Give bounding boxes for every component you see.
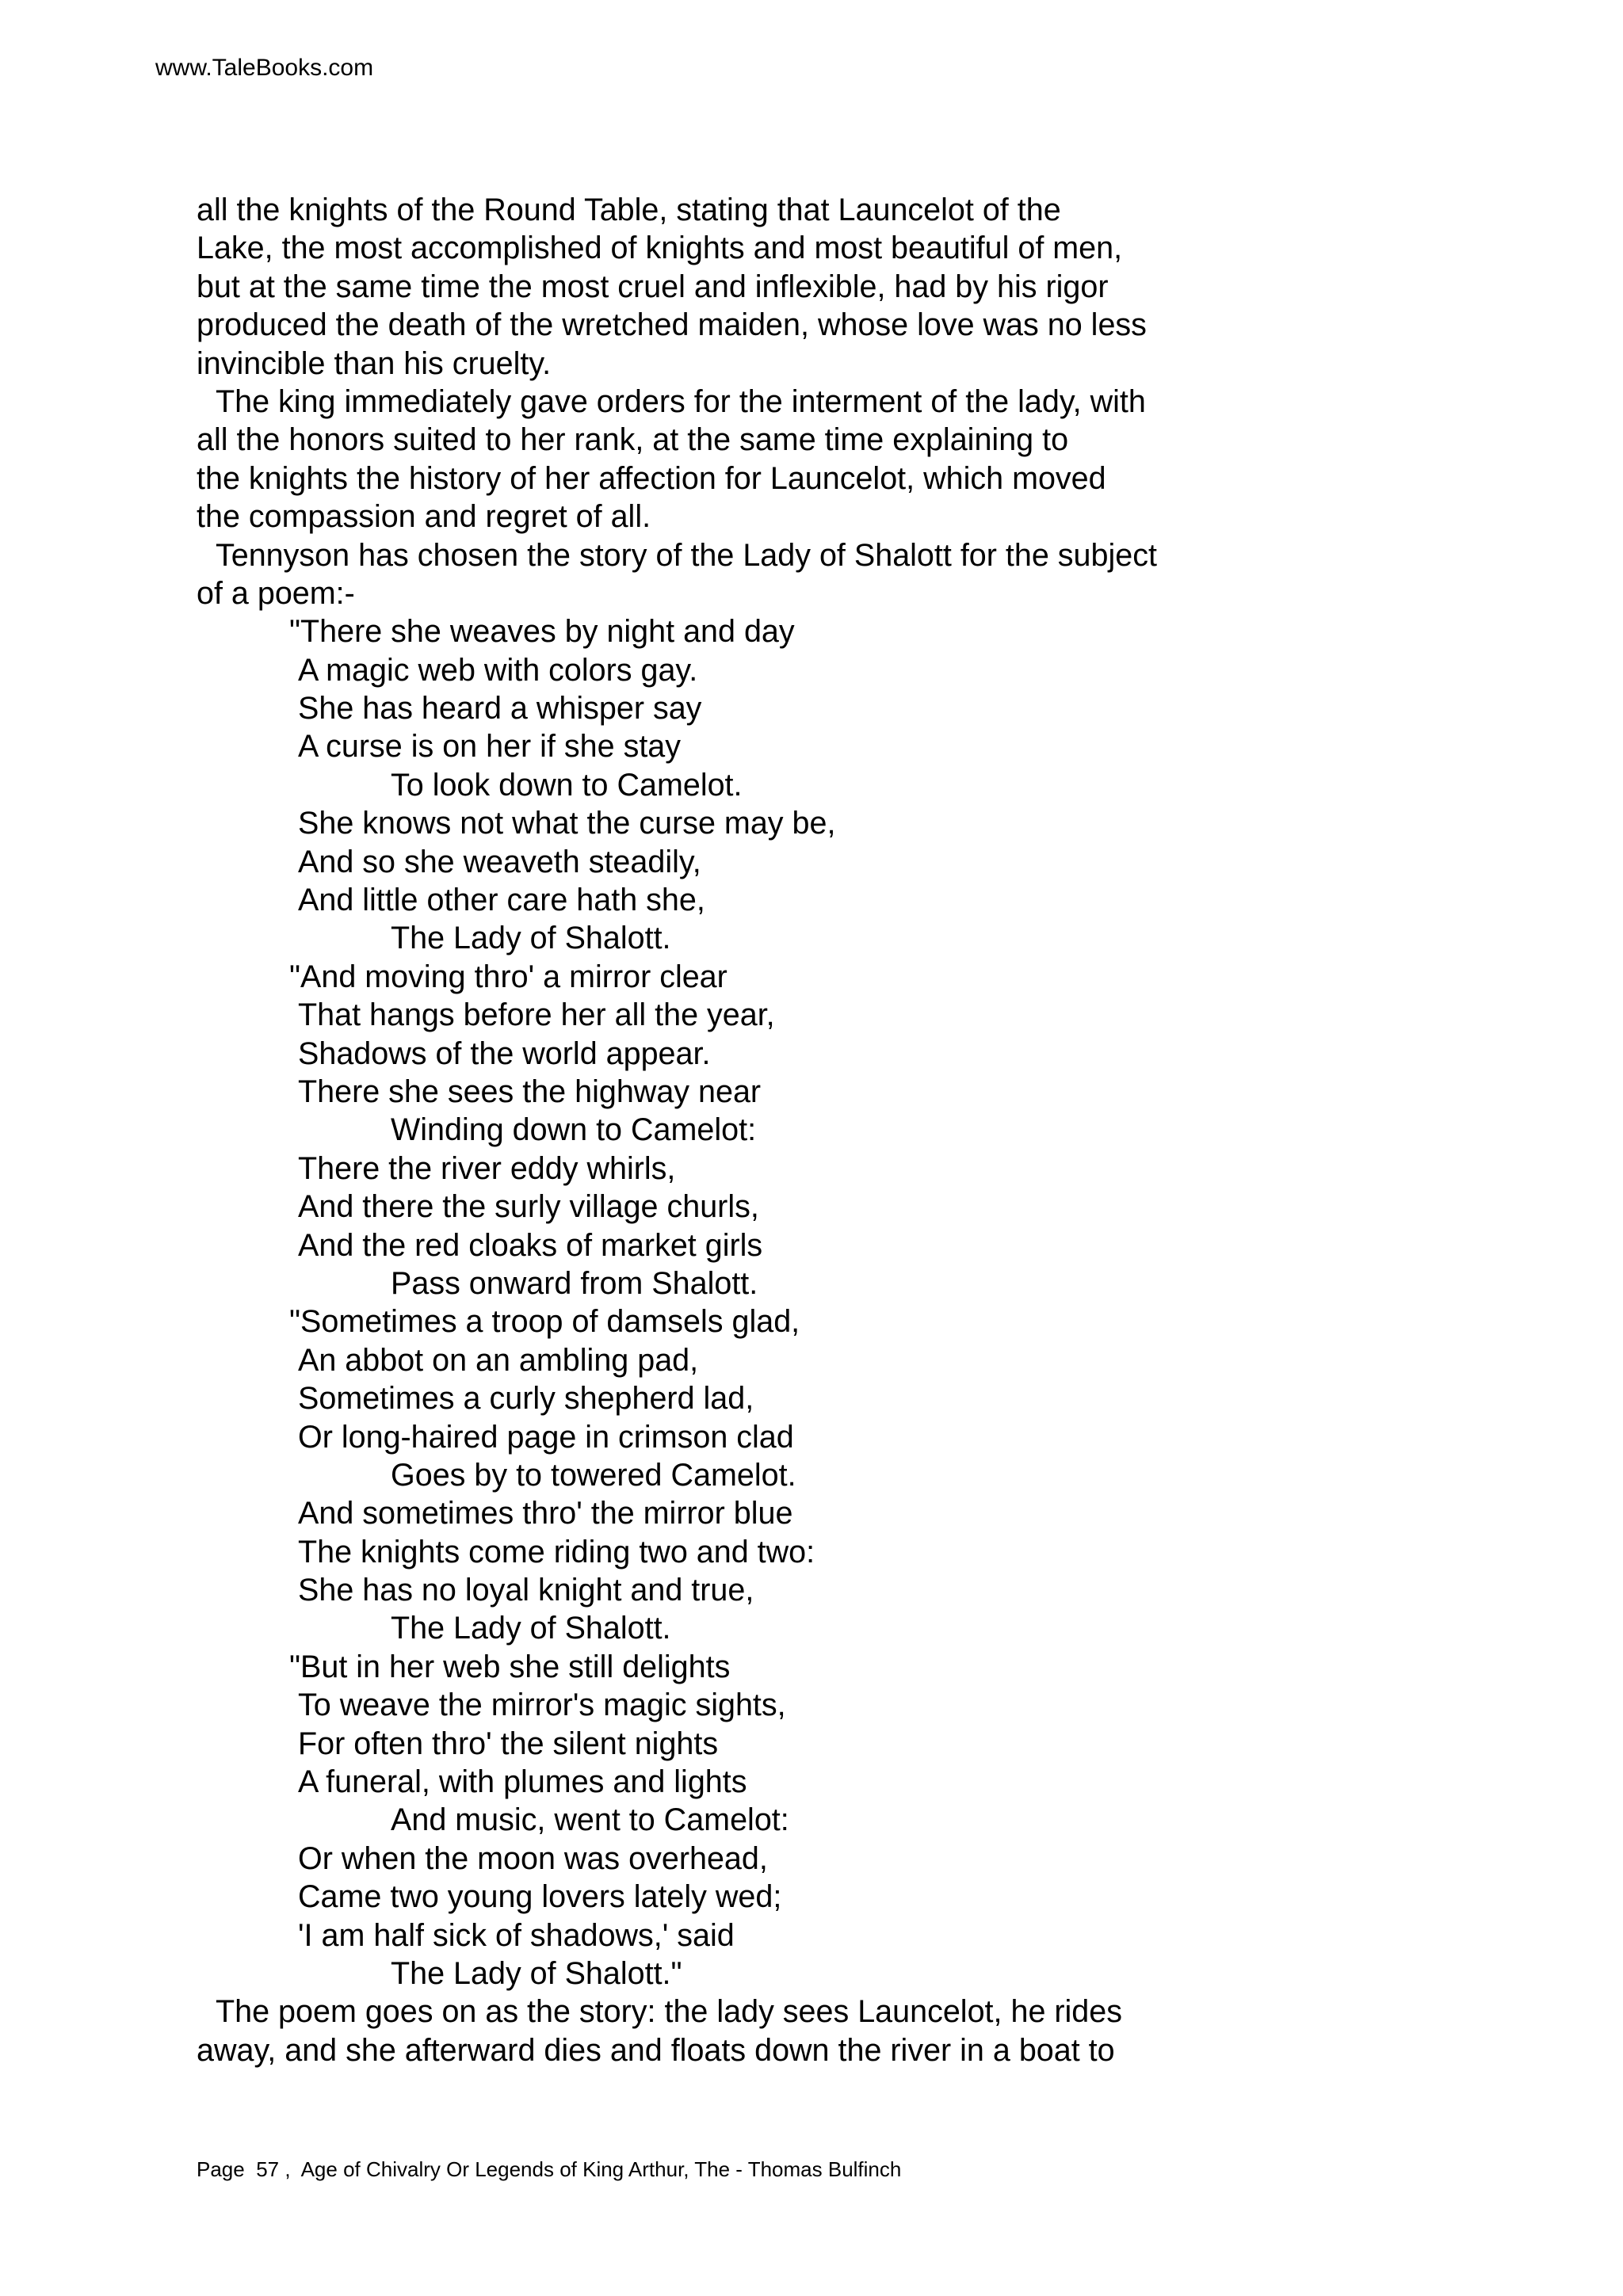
verse-line: Shadows of the world appear. — [298, 1035, 711, 1071]
verse-line: And there the surly village churls, — [298, 1189, 759, 1225]
verse-line: Winding down to Camelot: — [391, 1112, 757, 1148]
verse-line: The Lady of Shalott." — [391, 1955, 682, 1991]
verse-line: And music, went to Camelot: — [391, 1802, 789, 1838]
verse-line: Sometimes a curly shepherd lad, — [298, 1381, 754, 1417]
verse-line: Or when the moon was overhead, — [298, 1840, 768, 1876]
verse-line: And the red cloaks of market girls — [298, 1227, 763, 1263]
prose-line: The poem goes on as the story: the lady sees Launcelot, he rides — [216, 1994, 1122, 2030]
prose-line: Tennyson has chosen the story of the Lady of Shalott for the subject — [216, 537, 1157, 573]
verse-line: And sometimes thro' the mirror blue — [298, 1496, 793, 1531]
prose-line: all the honors suited to her rank, at the same time explaining to — [197, 422, 1069, 458]
prose-line: produced the death of the wretched maiden, whose love was no less — [197, 307, 1147, 343]
body-text — [197, 191, 1465, 2069]
verse-line: Pass onward from Shalott. — [391, 1265, 758, 1301]
footer-sep — [245, 2157, 256, 2181]
verse-line: A funeral, with plumes and lights — [298, 1764, 747, 1800]
prose-line: of a poem:- — [197, 575, 355, 611]
prose-line: the compassion and regret of all. — [197, 499, 651, 535]
verse-line: There the river eddy whirls, — [298, 1150, 676, 1186]
verse-line: And little other care hath she, — [298, 883, 705, 918]
verse-line: A magic web with colors gay. — [298, 652, 698, 688]
site-header: www.TaleBooks.com — [155, 55, 374, 81]
verse-line: The Lady of Shalott. — [391, 1611, 671, 1646]
verse-line: She has heard a whisper say — [298, 691, 702, 727]
verse-line: "Sometimes a troop of damsels glad, — [289, 1304, 800, 1340]
verse-line: The knights come riding two and two: — [298, 1534, 815, 1569]
prose-line: invincible than his cruelty. — [197, 345, 552, 381]
verse-line: Came two young lovers lately wed; — [298, 1879, 782, 1915]
verse-line: She has no loyal knight and true, — [298, 1573, 754, 1608]
footer-page-number: 57 — [256, 2157, 280, 2181]
verse-line: A curse is on her if she stay — [298, 729, 682, 765]
verse-line: The Lady of Shalott. — [391, 921, 671, 956]
prose-line: but at the same time the most cruel and inflexible, had by his rigor — [197, 269, 1109, 304]
verse-line: To weave the mirror's magic sights, — [298, 1688, 786, 1723]
footer-book-title: Age of Chivalry Or Legends of King Arthur, The - Thomas Bulfinch — [300, 2157, 902, 2181]
verse-line: That hangs before her all the year, — [298, 997, 775, 1033]
prose-line: away, and she afterward dies and floats down the river in a boat to — [197, 2032, 1115, 2068]
verse-line: She knows not what the curse may be, — [298, 806, 836, 841]
verse-line: For often thro' the silent nights — [298, 1726, 719, 1761]
verse-line: And so she weaveth steadily, — [298, 844, 701, 879]
footer-comma: , — [279, 2157, 301, 2181]
prose-line: all the knights of the Round Table, stating that Launcelot of the — [197, 193, 1061, 227]
verse-line: An abbot on an ambling pad, — [298, 1342, 699, 1378]
footer-page-label: Page — [197, 2157, 245, 2181]
prose-line: the knights the history of her affection for Launcelot, which moved — [197, 460, 1106, 496]
verse-line: 'I am half sick of shadows,' said — [298, 1917, 735, 1953]
page-footer — [197, 2157, 901, 2182]
prose-line: Lake, the most accomplished of knights and most beautiful of men, — [197, 231, 1123, 266]
prose-line: The king immediately gave orders for the interment of the lady, with — [216, 383, 1146, 419]
verse-line: "But in her web she still delights — [289, 1649, 731, 1684]
verse-line: To look down to Camelot. — [391, 767, 743, 803]
verse-line: "There she weaves by night and day — [289, 614, 795, 650]
verse-line: "And moving thro' a mirror clear — [289, 959, 727, 994]
verse-line: Goes by to towered Camelot. — [391, 1457, 796, 1493]
verse-line: Or long-haired page in crimson clad — [298, 1419, 794, 1455]
verse-line: There she sees the highway near — [298, 1074, 762, 1109]
